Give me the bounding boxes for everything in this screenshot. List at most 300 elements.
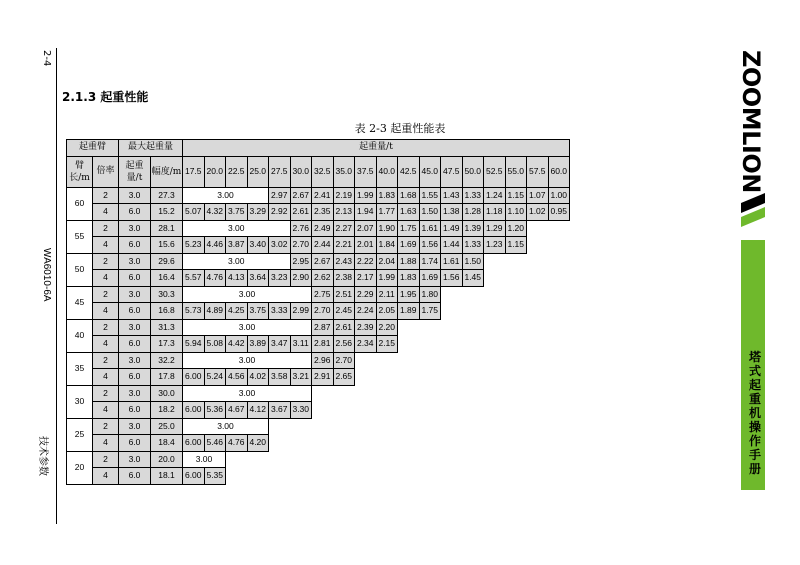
load-value-cell: 2.05 [376, 303, 398, 320]
empty-cell [527, 418, 549, 435]
empty-cell [290, 451, 312, 468]
arm-length-cell: 25 [67, 418, 93, 451]
merged-load-cell: 3.00 [183, 385, 312, 402]
empty-cell [548, 237, 570, 254]
empty-cell [484, 303, 506, 320]
load-value-cell: 3.58 [269, 369, 291, 386]
max-range-cell: 29.6 [151, 253, 183, 270]
table-row [67, 402, 570, 419]
max-range-cell: 27.3 [151, 187, 183, 204]
merged-load-cell: 3.00 [183, 286, 312, 303]
load-value-cell: 3.75 [247, 303, 269, 320]
load-value-cell: 2.20 [376, 319, 398, 336]
merged-load-cell: 3.00 [183, 352, 312, 369]
load-value-cell: 2.92 [269, 204, 291, 221]
empty-cell [462, 451, 484, 468]
empty-cell [505, 253, 527, 270]
brand-logo: ZOOMLION [737, 50, 765, 193]
empty-cell [441, 369, 463, 386]
empty-cell [484, 352, 506, 369]
empty-cell [398, 402, 420, 419]
max-range-cell: 30.3 [151, 286, 183, 303]
radius-header: 17.5 [183, 156, 205, 187]
empty-cell [441, 286, 463, 303]
load-value-cell: 1.56 [419, 237, 441, 254]
load-value-cell: 5.24 [204, 369, 226, 386]
max-weight-cell: 6.0 [119, 435, 151, 452]
load-value-cell: 5.57 [183, 270, 205, 287]
rate-cell: 2 [93, 385, 119, 402]
empty-cell [376, 385, 398, 402]
load-value-cell: 3.29 [247, 204, 269, 221]
empty-cell [376, 418, 398, 435]
empty-cell [355, 435, 377, 452]
radius-header: 30.0 [290, 156, 312, 187]
empty-cell [441, 418, 463, 435]
load-value-cell: 2.38 [333, 270, 355, 287]
load-value-cell: 1.74 [419, 253, 441, 270]
load-value-cell: 2.87 [312, 319, 334, 336]
empty-cell [548, 303, 570, 320]
load-value-cell: 4.56 [226, 369, 248, 386]
load-value-cell: 2.97 [269, 187, 291, 204]
rate-cell: 2 [93, 187, 119, 204]
load-value-cell: 2.01 [355, 237, 377, 254]
rate-cell: 4 [93, 369, 119, 386]
empty-cell [419, 418, 441, 435]
empty-cell [398, 352, 420, 369]
rate-cell: 2 [93, 253, 119, 270]
load-value-cell: 2.07 [355, 220, 377, 237]
section-vertical-label: 技术参数 [37, 436, 48, 476]
empty-cell [333, 418, 355, 435]
load-value-cell: 2.90 [290, 270, 312, 287]
load-value-cell: 2.15 [376, 336, 398, 353]
radius-header: 47.5 [441, 156, 463, 187]
max-weight-cell: 6.0 [119, 204, 151, 221]
table-row [67, 336, 570, 353]
load-value-cell: 1.15 [505, 187, 527, 204]
max-range-cell: 18.4 [151, 435, 183, 452]
load-value-cell: 5.35 [204, 468, 226, 485]
radius-header: 25.0 [247, 156, 269, 187]
empty-cell [505, 270, 527, 287]
max-weight-cell: 3.0 [119, 385, 151, 402]
load-value-cell: 4.25 [226, 303, 248, 320]
max-range-cell: 15.2 [151, 204, 183, 221]
merged-load-cell: 3.00 [183, 220, 291, 237]
table-row [67, 369, 570, 386]
merged-load-cell: 3.00 [183, 451, 226, 468]
logo-stripes-icon [741, 185, 765, 240]
max-weight-cell: 3.0 [119, 319, 151, 336]
load-value-cell: 5.73 [183, 303, 205, 320]
load-value-cell: 2.95 [290, 253, 312, 270]
empty-cell [398, 336, 420, 353]
load-value-cell: 2.13 [333, 204, 355, 221]
max-weight-cell: 3.0 [119, 418, 151, 435]
load-value-cell: 2.99 [290, 303, 312, 320]
rate-cell: 2 [93, 220, 119, 237]
empty-cell [484, 418, 506, 435]
load-value-cell: 3.11 [290, 336, 312, 353]
load-value-cell: 1.44 [441, 237, 463, 254]
merged-load-cell: 3.00 [183, 187, 269, 204]
empty-cell [527, 468, 549, 485]
load-value-cell: 1.56 [441, 270, 463, 287]
empty-cell [333, 385, 355, 402]
load-value-cell: 1.49 [441, 220, 463, 237]
empty-cell [376, 451, 398, 468]
load-value-cell: 2.41 [312, 187, 334, 204]
load-value-cell: 1.75 [419, 303, 441, 320]
load-value-cell: 2.29 [355, 286, 377, 303]
table-row [67, 253, 570, 270]
max-range-cell: 20.0 [151, 451, 183, 468]
empty-cell [376, 402, 398, 419]
load-value-cell: 2.44 [312, 237, 334, 254]
load-value-cell: 5.36 [204, 402, 226, 419]
load-value-cell: 1.02 [527, 204, 549, 221]
empty-cell [312, 451, 334, 468]
load-value-cell: 3.87 [226, 237, 248, 254]
radius-header: 45.0 [419, 156, 441, 187]
load-value-cell: 2.70 [333, 352, 355, 369]
header-range: 幅度/m [151, 156, 183, 187]
arm-length-cell: 60 [67, 187, 93, 220]
max-weight-cell: 6.0 [119, 336, 151, 353]
rate-cell: 4 [93, 336, 119, 353]
empty-cell [548, 369, 570, 386]
load-value-cell: 1.63 [398, 204, 420, 221]
load-value-cell: 1.07 [527, 187, 549, 204]
load-value-cell: 3.47 [269, 336, 291, 353]
load-value-cell: 2.43 [333, 253, 355, 270]
table-row [67, 435, 570, 452]
left-margin-rule [56, 48, 57, 524]
load-value-cell: 2.35 [312, 204, 334, 221]
max-range-cell: 16.4 [151, 270, 183, 287]
empty-cell [226, 451, 248, 468]
load-value-cell: 3.89 [247, 336, 269, 353]
load-value-cell: 4.32 [204, 204, 226, 221]
load-value-cell: 1.18 [484, 204, 506, 221]
empty-cell [527, 369, 549, 386]
radius-header: 35.0 [333, 156, 355, 187]
header-rate: 倍率 [93, 156, 119, 187]
load-value-cell: 4.46 [204, 237, 226, 254]
empty-cell [441, 435, 463, 452]
load-value-cell: 5.08 [204, 336, 226, 353]
load-value-cell: 1.50 [462, 253, 484, 270]
empty-cell [505, 402, 527, 419]
load-value-cell: 2.04 [376, 253, 398, 270]
merged-load-cell: 3.00 [183, 253, 291, 270]
radius-header: 22.5 [226, 156, 248, 187]
arm-length-cell: 50 [67, 253, 93, 286]
empty-cell [548, 402, 570, 419]
load-value-cell: 1.95 [398, 286, 420, 303]
load-value-cell: 1.55 [419, 187, 441, 204]
load-value-cell: 5.94 [183, 336, 205, 353]
load-value-cell: 1.61 [441, 253, 463, 270]
load-value-cell: 2.76 [290, 220, 312, 237]
load-value-cell: 2.62 [312, 270, 334, 287]
max-weight-cell: 3.0 [119, 253, 151, 270]
radius-header: 50.0 [462, 156, 484, 187]
load-value-cell: 1.89 [398, 303, 420, 320]
load-value-cell: 1.24 [484, 187, 506, 204]
header-max-load: 最大起重量 [119, 140, 183, 157]
empty-cell [527, 319, 549, 336]
load-value-cell: 1.77 [376, 204, 398, 221]
load-value-cell: 1.90 [376, 220, 398, 237]
load-value-cell: 6.00 [183, 435, 205, 452]
load-value-cell: 4.13 [226, 270, 248, 287]
header-load: 起重量/t [183, 140, 570, 157]
empty-cell [376, 468, 398, 485]
rate-cell: 2 [93, 352, 119, 369]
table-row [67, 237, 570, 254]
load-value-cell: 2.24 [355, 303, 377, 320]
table-row [67, 220, 570, 237]
load-value-cell: 2.27 [333, 220, 355, 237]
rate-cell: 4 [93, 204, 119, 221]
empty-cell [290, 435, 312, 452]
load-chart-table [66, 139, 570, 485]
empty-cell [355, 418, 377, 435]
load-value-cell: 1.84 [376, 237, 398, 254]
max-weight-cell: 6.0 [119, 402, 151, 419]
empty-cell [441, 352, 463, 369]
empty-cell [548, 385, 570, 402]
load-value-cell: 3.33 [269, 303, 291, 320]
arm-length-cell: 20 [67, 451, 93, 484]
empty-cell [312, 468, 334, 485]
load-value-cell: 4.20 [247, 435, 269, 452]
load-value-cell: 2.67 [312, 253, 334, 270]
empty-cell [505, 352, 527, 369]
page-number: 2-4 [41, 50, 52, 67]
empty-cell [247, 468, 269, 485]
load-value-cell: 1.80 [419, 286, 441, 303]
empty-cell [376, 435, 398, 452]
empty-cell [548, 270, 570, 287]
load-value-cell: 4.02 [247, 369, 269, 386]
max-range-cell: 17.8 [151, 369, 183, 386]
empty-cell [312, 435, 334, 452]
empty-cell [441, 336, 463, 353]
empty-cell [505, 303, 527, 320]
empty-cell [333, 468, 355, 485]
max-range-cell: 18.1 [151, 468, 183, 485]
empty-cell [484, 253, 506, 270]
rate-cell: 2 [93, 286, 119, 303]
merged-load-cell: 3.00 [183, 319, 312, 336]
load-value-cell: 1.88 [398, 253, 420, 270]
empty-cell [355, 451, 377, 468]
load-value-cell: 4.76 [226, 435, 248, 452]
empty-cell [462, 336, 484, 353]
max-range-cell: 15.6 [151, 237, 183, 254]
section-title: 2.1.3 起重性能 [62, 90, 149, 104]
empty-cell [398, 418, 420, 435]
load-value-cell: 4.12 [247, 402, 269, 419]
empty-cell [484, 468, 506, 485]
rate-cell: 2 [93, 319, 119, 336]
empty-cell [398, 435, 420, 452]
table-row [67, 303, 570, 320]
load-value-cell: 2.61 [333, 319, 355, 336]
empty-cell [505, 336, 527, 353]
radius-header: 52.5 [484, 156, 506, 187]
empty-cell [462, 435, 484, 452]
max-range-cell: 28.1 [151, 220, 183, 237]
max-weight-cell: 3.0 [119, 220, 151, 237]
load-value-cell: 2.81 [312, 336, 334, 353]
load-value-cell: 4.67 [226, 402, 248, 419]
load-value-cell: 6.00 [183, 402, 205, 419]
empty-cell [376, 352, 398, 369]
max-weight-cell: 3.0 [119, 451, 151, 468]
load-value-cell: 1.68 [398, 187, 420, 204]
load-value-cell: 6.00 [183, 369, 205, 386]
empty-cell [355, 468, 377, 485]
rate-cell: 4 [93, 435, 119, 452]
arm-length-cell: 45 [67, 286, 93, 319]
empty-cell [355, 402, 377, 419]
max-weight-cell: 6.0 [119, 369, 151, 386]
max-weight-cell: 3.0 [119, 187, 151, 204]
load-value-cell: 1.10 [505, 204, 527, 221]
empty-cell [527, 352, 549, 369]
empty-cell [484, 385, 506, 402]
radius-header: 27.5 [269, 156, 291, 187]
rate-cell: 4 [93, 402, 119, 419]
empty-cell [355, 352, 377, 369]
rate-cell: 4 [93, 237, 119, 254]
max-range-cell: 18.2 [151, 402, 183, 419]
load-value-cell: 3.23 [269, 270, 291, 287]
table-row [67, 385, 570, 402]
empty-cell [312, 418, 334, 435]
rate-cell: 2 [93, 418, 119, 435]
empty-cell [484, 451, 506, 468]
empty-cell [269, 418, 291, 435]
empty-cell [505, 435, 527, 452]
arm-length-cell: 40 [67, 319, 93, 352]
empty-cell [226, 468, 248, 485]
load-value-cell: 1.83 [398, 270, 420, 287]
empty-cell [462, 468, 484, 485]
empty-cell [484, 369, 506, 386]
empty-cell [484, 402, 506, 419]
rate-cell: 4 [93, 303, 119, 320]
load-value-cell: 4.76 [204, 270, 226, 287]
load-value-cell: 1.69 [419, 270, 441, 287]
load-value-cell: 3.30 [290, 402, 312, 419]
empty-cell [548, 352, 570, 369]
empty-cell [462, 385, 484, 402]
load-value-cell: 2.45 [333, 303, 355, 320]
empty-cell [419, 319, 441, 336]
arm-length-cell: 55 [67, 220, 93, 253]
header-weight: 起重量/t [119, 156, 151, 187]
load-value-cell: 5.23 [183, 237, 205, 254]
max-weight-cell: 3.0 [119, 286, 151, 303]
empty-cell [290, 418, 312, 435]
radius-header: 55.0 [505, 156, 527, 187]
empty-cell [527, 220, 549, 237]
load-value-cell: 1.99 [355, 187, 377, 204]
load-value-cell: 2.21 [333, 237, 355, 254]
radius-header: 37.5 [355, 156, 377, 187]
load-value-cell: 1.39 [462, 220, 484, 237]
load-value-cell: 3.67 [269, 402, 291, 419]
radius-header: 57.5 [527, 156, 549, 187]
empty-cell [462, 319, 484, 336]
max-range-cell: 31.3 [151, 319, 183, 336]
load-value-cell: 1.23 [484, 237, 506, 254]
radius-header: 42.5 [398, 156, 420, 187]
empty-cell [441, 319, 463, 336]
header-arm-length: 臂长/m [67, 156, 93, 187]
empty-cell [462, 402, 484, 419]
table-row [67, 468, 570, 485]
load-value-cell: 2.49 [312, 220, 334, 237]
empty-cell [269, 435, 291, 452]
model-number: WA6010-6A [41, 248, 52, 302]
empty-cell [548, 468, 570, 485]
empty-cell [462, 418, 484, 435]
table-row [67, 418, 570, 435]
load-value-cell: 3.02 [269, 237, 291, 254]
max-range-cell: 25.0 [151, 418, 183, 435]
empty-cell [462, 369, 484, 386]
empty-cell [484, 270, 506, 287]
load-value-cell: 0.95 [548, 204, 570, 221]
load-value-cell: 1.20 [505, 220, 527, 237]
max-range-cell: 17.3 [151, 336, 183, 353]
load-value-cell: 2.51 [333, 286, 355, 303]
empty-cell [527, 286, 549, 303]
empty-cell [441, 385, 463, 402]
sidebar-title: 塔式起重机操作手册 [748, 350, 761, 476]
table-row [67, 286, 570, 303]
max-weight-cell: 3.0 [119, 352, 151, 369]
load-value-cell: 3.40 [247, 237, 269, 254]
load-value-cell: 2.19 [333, 187, 355, 204]
load-value-cell: 4.89 [204, 303, 226, 320]
empty-cell [505, 319, 527, 336]
empty-cell [505, 369, 527, 386]
empty-cell [527, 253, 549, 270]
load-value-cell: 2.65 [333, 369, 355, 386]
radius-header: 60.0 [548, 156, 570, 187]
empty-cell [484, 435, 506, 452]
load-value-cell: 2.39 [355, 319, 377, 336]
empty-cell [419, 369, 441, 386]
empty-cell [376, 369, 398, 386]
load-value-cell: 2.22 [355, 253, 377, 270]
rate-cell: 4 [93, 270, 119, 287]
load-value-cell: 1.75 [398, 220, 420, 237]
load-value-cell: 2.91 [312, 369, 334, 386]
table-row [67, 352, 570, 369]
max-weight-cell: 6.0 [119, 237, 151, 254]
load-value-cell: 1.43 [441, 187, 463, 204]
empty-cell [484, 336, 506, 353]
